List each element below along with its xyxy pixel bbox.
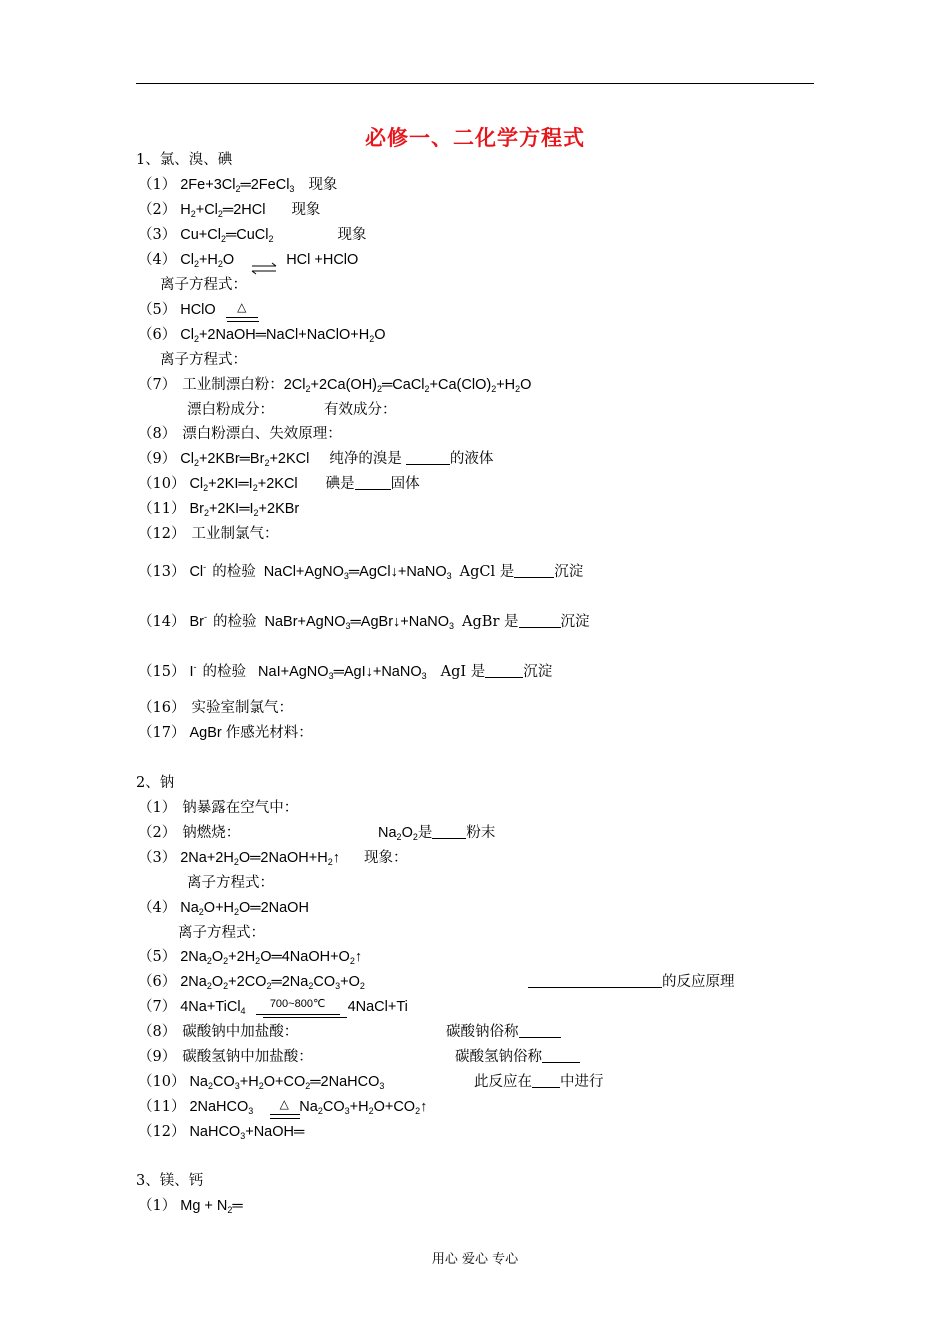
line-sodium-2-note: $Na_2O_2$是 粉末 — [378, 825, 496, 842]
reversible-arrow-icon — [251, 262, 277, 276]
heat-condition-icon: △ — [226, 297, 258, 318]
line-chlorine-16: （16） 实验室制氯气： — [138, 700, 293, 716]
line-chlorine-14: （14） Br- 的检验 NaBr+AgNO$_3$═AgBr↓+NaNO$_3$ AgBr 是 沉淀 — [138, 613, 590, 631]
line-sodium-2: （2） 钠燃烧： — [138, 825, 241, 841]
line-chlorine-6: （6） $Cl_2+2NaOH═NaCl+NaClO+H_2O$ — [138, 327, 386, 344]
heat-condition-icon: △ — [279, 1097, 289, 1111]
line-sodium-6-note: 的反应原理 — [528, 972, 735, 992]
line-sodium-6: （6） $2Na_2O_2+2CO_2═2Na_2CO_3+O_2$ — [138, 974, 365, 991]
equals-line — [263, 1017, 347, 1018]
line-chlorine-3: （3） $Cu+Cl_2═CuCl_2$ 现象 — [138, 227, 367, 244]
line-chlorine-10: （10） $Cl_2+2KI═I_2+2KCl$ 碘是 固体 — [138, 476, 420, 493]
section-heading-halogens: 1、氯、溴、碘 — [136, 152, 233, 168]
line-chlorine-15: （15） I- 的检验 NaI+AgNO$_3$═AgI↓+NaNO$_3$ AgI 是 沉淀 — [138, 663, 553, 681]
ionic-equation-label: 离子方程式： — [187, 875, 274, 891]
line-sodium-9: （9） 碳酸氢钠中加盐酸： — [138, 1049, 313, 1065]
line-sodium-10: （10） $Na_2CO_3+H_2O+CO_2═2NaHCO_3$ — [138, 1074, 385, 1091]
line-chlorine-12: （12） 工业制氯气： — [138, 526, 279, 542]
line-sodium-10-note: 此反应在 中进行 — [474, 1074, 604, 1090]
temperature-condition: 700~800℃ — [256, 994, 340, 1015]
header-rule — [136, 83, 814, 84]
line-sodium-4: （4） $Na_2O+H_2O═2NaOH$ — [138, 900, 309, 917]
ionic-equation-label: 离子方程式： — [160, 352, 247, 368]
line-chlorine-5: （5） HClO △ — [138, 300, 258, 321]
line-chlorine-17: （17） AgBr 作感光材料： — [138, 725, 313, 741]
line-chlorine-9: （9） $Cl_2+2KBr═Br_2+2KCl$ 纯净的溴是 的液体 — [138, 451, 494, 468]
line-sodium-8-note: 碳酸钠俗称 — [446, 1022, 561, 1042]
equals-line — [227, 321, 259, 322]
line-sodium-9-note: 碳酸氢钠俗称 — [455, 1047, 580, 1067]
ionic-equation-label: 离子方程式： — [178, 925, 265, 941]
line-chlorine-13: （13） Cl- 的检验 NaCl+AgNO$_3$═AgCl↓+NaNO$_3$ AgCl 是 沉淀 — [138, 563, 584, 581]
line-chlorine-2: （2） $H_2+Cl_2═2HCl$ 现象 — [138, 202, 321, 219]
line-sodium-3: （3） $2Na+2H_2O═2NaOH+H_2↑$ 现象： — [138, 850, 408, 867]
line-chlorine-4: （4） $Cl_2+H_2O$ HCl +HClO — [138, 252, 359, 269]
line-chlorine-7: （7） 工业制漂白粉：$2Cl_2+2Ca(OH)_2═CaCl_2+Ca(ClO)_2+H_2O$ — [138, 377, 532, 394]
equals-line — [270, 1118, 300, 1119]
ionic-equation-label: 离子方程式： — [160, 277, 247, 293]
line-sodium-7: （7） 4Na+TiCl$_4$700~800℃ 4NaCl+Ti — [138, 997, 408, 1019]
line-sodium-11: （11） 2NaHCO$_3$ △ $Na_2CO_3+H_2O+CO_2↑$ — [138, 1097, 427, 1117]
page-title: 必修一、二化学方程式 — [365, 126, 585, 150]
line-sodium-1: （1） 钠暴露在空气中： — [138, 800, 299, 816]
section-heading-sodium: 2、钠 — [136, 775, 175, 791]
equals-line — [270, 1114, 300, 1115]
section-heading-magnesium: 3、镁、钙 — [136, 1173, 204, 1189]
line-chlorine-1: （1） $2Fe+3Cl_2═2FeCl_3$ 现象 — [138, 177, 338, 194]
line-magnesium-1: （1） $Mg + N_2═$ — [138, 1198, 243, 1215]
page-footer: 用心 爱心 专心 — [431, 1252, 519, 1267]
line-chlorine-8: （8） 漂白粉漂白、失效原理： — [138, 426, 342, 442]
line-chlorine-11: （11） $Br_2+2KI═I_2+2KBr$ — [138, 501, 300, 518]
line-chlorine-7b: 漂白粉成分： 有效成分： — [187, 402, 397, 418]
line-sodium-5: （5） $2Na_2O_2+2H_2O═4NaOH+O_2↑$ — [138, 949, 363, 966]
line-sodium-12: （12） NaHCO$_3$+NaOH═ — [138, 1124, 305, 1141]
line-sodium-8: （8） 碳酸钠中加盐酸： — [138, 1024, 299, 1040]
